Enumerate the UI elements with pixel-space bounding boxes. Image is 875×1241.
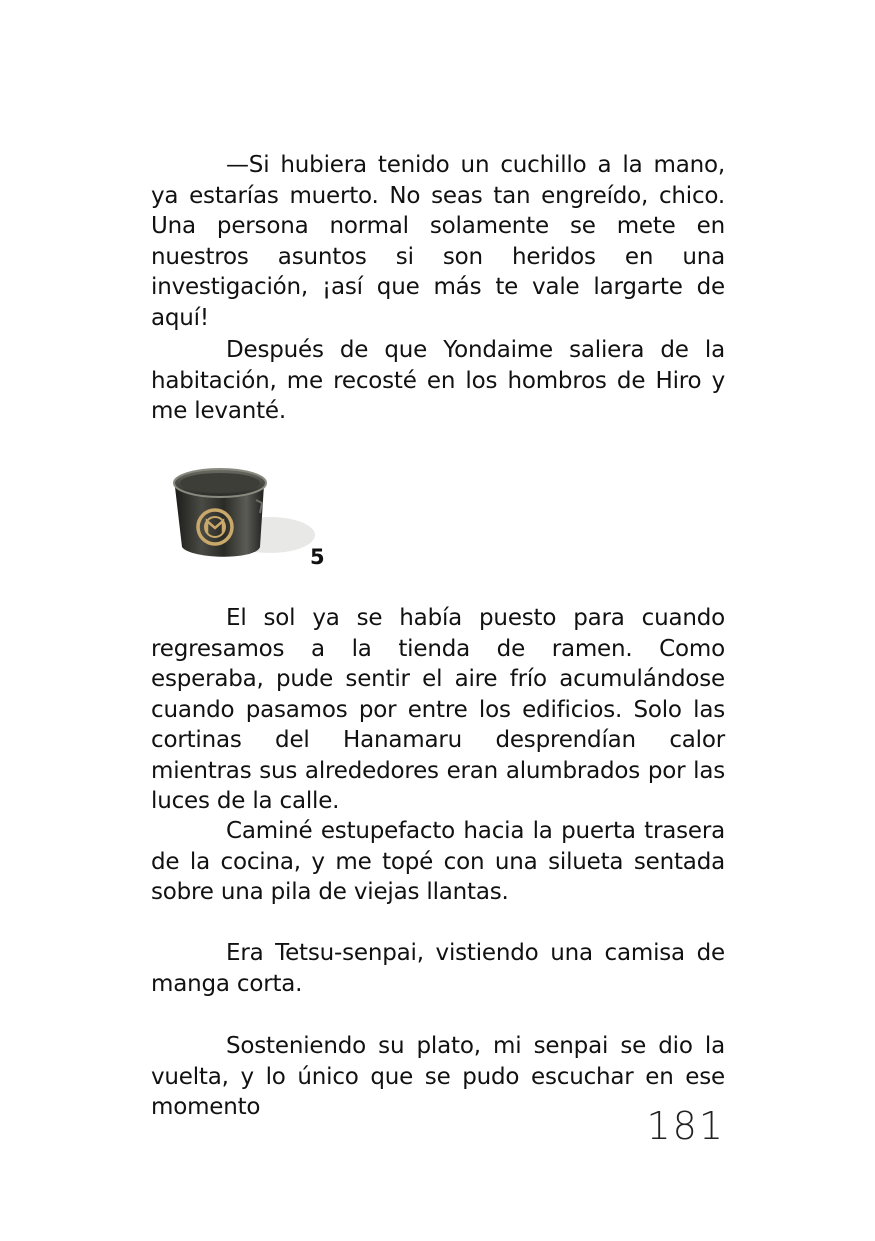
paragraph-text: Era Tetsu-senpai, vistiendo una camisa de manga corta. [151,940,725,997]
paragraph-text: —Si hubiera tenido un cuchillo a la mano, ya estarías muerto. No seas tan engreído, chico. Una persona normal solamente se mete en nuestros asuntos si son heridos en una investigación, ¡así que más te vale largarte de aquí! [151,152,725,331]
figure-number: 5 [310,545,325,569]
paragraph-6 [151,1031,725,1123]
page-number: 181 [646,1104,725,1148]
paragraph-2 [151,335,725,427]
bracelet-figure [160,455,330,575]
bracelet-cuff-image [160,455,330,575]
paragraph-4 [151,816,725,908]
paragraph-text: Después de que Yondaime saliera de la habitación, me recosté en los hombros de Hiro y me levanté. [151,337,725,424]
paragraph-text: El sol ya se había puesto para cuando regresamos a la tienda de ramen. Como esperaba, pude sentir el aire frío acumulándose cuando pasamos por entre los edificios. Solo las cortinas del Hanamaru desprendían calor mientras sus alrededores eran alumbrados por las luces de la calle. [151,605,725,814]
paragraph-5 [151,938,725,999]
paragraph-text: Sosteniendo su plato, mi senpai se dio la vuelta, y lo único que se pudo escuchar en ese momento [151,1033,725,1120]
paragraph-text: Caminé estupefacto hacia la puerta trasera de la cocina, y me topé con una silueta sentada sobre una pila de viejas llantas. [151,818,725,905]
paragraph-3 [151,603,725,817]
paragraph-1 [151,150,725,333]
